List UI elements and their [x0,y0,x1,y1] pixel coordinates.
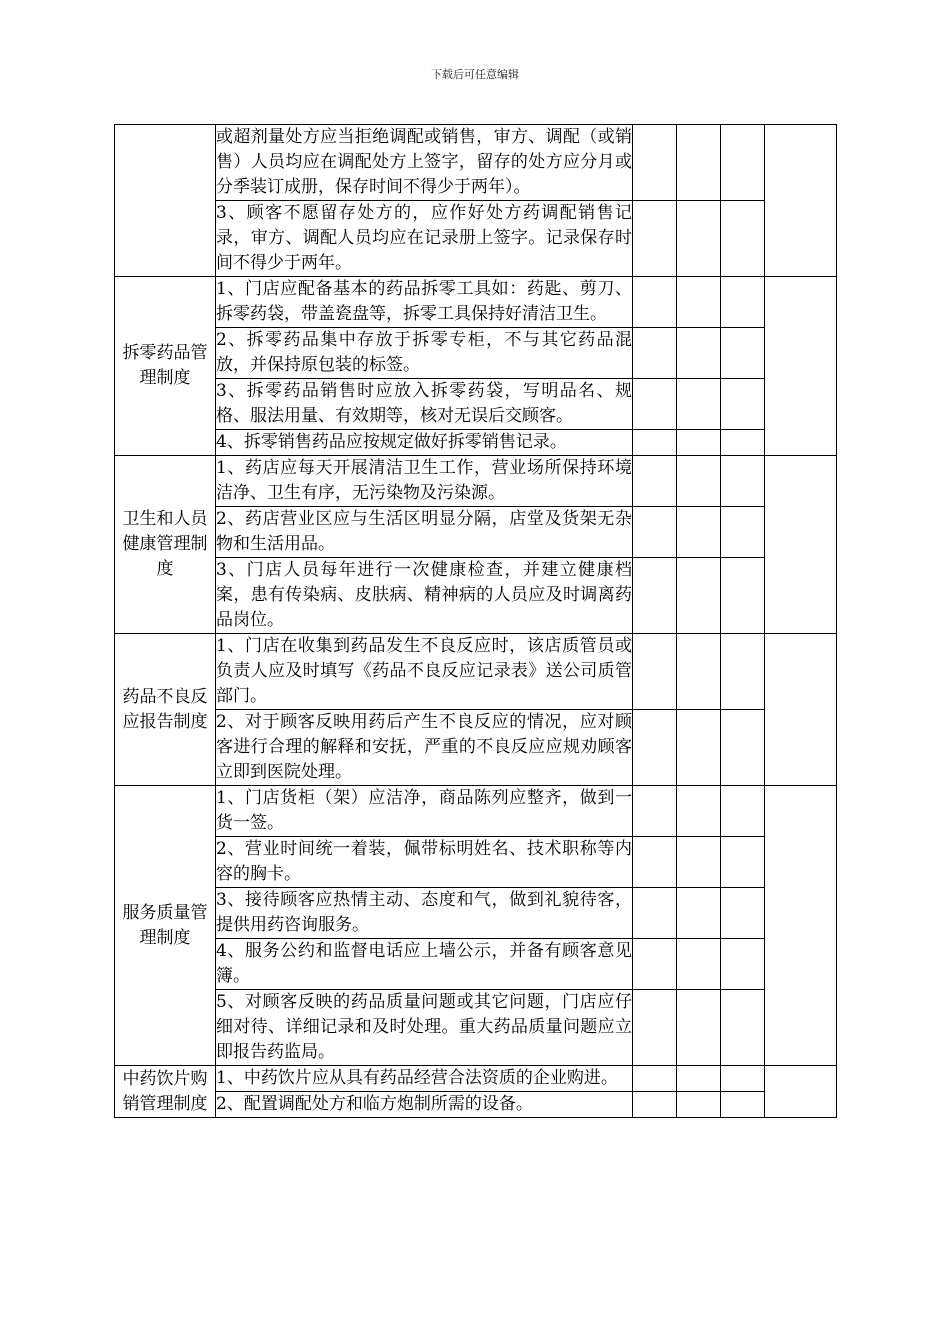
check-cell[interactable] [721,277,765,328]
requirement-text-cell: 4、拆零销售药品应按规定做好拆零销售记录。 [216,430,633,456]
check-cell[interactable] [677,939,721,990]
check-cell[interactable] [677,786,721,837]
requirement-text-cell: 5、对顾客反映的药品质量问题或其它问题，门店应仔细对待、详细记录和及时处理。重大药品质量问题应立即报告药监局。 [216,990,633,1066]
table-row [115,507,837,558]
check-cell[interactable] [633,125,677,201]
requirement-text-cell: 1、门店应配备基本的药品拆零工具如：药匙、剪刀、拆零药袋，带盖瓷盘等，拆零工具保持好清洁卫生。 [216,277,633,328]
requirement-text-cell: 1、门店在收集到药品发生不良反应时，该店质管员或负责人应及时填写《药品不良反应记录表》送公司质管部门。 [216,634,633,710]
check-cell[interactable] [633,558,677,634]
requirement-text-cell: 或超剂量处方应当拒绝调配或销售，审方、调配（或销售）人员均应在调配处方上签字，留存的处方应分月或分季装订成册，保存时间不得少于两年）。 [216,125,633,201]
table-row [115,201,837,277]
check-cell[interactable] [721,558,765,634]
category-cell: 卫生和人员健康管理制度 [115,456,216,634]
requirement-text-cell: 3、门店人员每年进行一次健康检查，并建立健康档案，患有传染病、皮肤病、精神病的人员应及时调离药品岗位。 [216,558,633,634]
check-cell[interactable] [677,201,721,277]
check-cell[interactable] [721,634,765,710]
check-cell[interactable] [677,328,721,379]
table-row [115,939,837,990]
requirement-text-cell: 2、药店营业区应与生活区明显分隔，店堂及货架无杂物和生活用品。 [216,507,633,558]
check-cell[interactable] [677,1092,721,1118]
check-cell[interactable] [677,837,721,888]
table-row [115,710,837,786]
check-cell[interactable] [721,201,765,277]
check-cell[interactable] [721,430,765,456]
requirement-text-cell: 2、拆零药品集中存放于拆零专柜，不与其它药品混放，并保持原包装的标签。 [216,328,633,379]
check-cell[interactable] [677,990,721,1066]
requirement-text-cell: 2、配置调配处方和临方炮制所需的设备。 [216,1092,633,1118]
requirement-text-cell: 4、服务公约和监督电话应上墙公示，并备有顾客意见簿。 [216,939,633,990]
check-cell[interactable] [721,507,765,558]
check-cell[interactable] [721,710,765,786]
check-cell[interactable] [721,456,765,507]
regulation-checklist-table [114,124,837,1118]
table-row [115,125,837,201]
check-cell[interactable] [633,786,677,837]
requirement-text-cell: 1、门店货柜（架）应洁净，商品陈列应整齐，做到一货一签。 [216,786,633,837]
category-cell: 药品不良反应报告制度 [115,634,216,786]
check-cell[interactable] [677,277,721,328]
check-cell[interactable] [721,328,765,379]
table-row [115,277,837,328]
check-cell[interactable] [677,507,721,558]
check-cell[interactable] [721,990,765,1066]
check-cell[interactable] [677,634,721,710]
requirement-text-cell: 1、中药饮片应从具有药品经营合法资质的企业购进。 [216,1066,633,1092]
table-row [115,456,837,507]
check-cell[interactable] [633,1092,677,1118]
requirement-text-cell: 3、接待顾客应热情主动、态度和气，做到礼貌待客，提供用药咨询服务。 [216,888,633,939]
check-cell[interactable] [633,710,677,786]
page-header-note: 下载后可任意编辑 [431,68,519,81]
check-cell[interactable] [677,888,721,939]
remarks-cell[interactable] [765,634,837,786]
remarks-cell[interactable] [765,786,837,1066]
remarks-cell[interactable] [765,456,837,634]
check-cell[interactable] [677,125,721,201]
check-cell[interactable] [633,379,677,430]
requirement-text-cell: 3、拆零药品销售时应放入拆零药袋，写明品名、规格、服法用量、有效期等，核对无误后交顾客。 [216,379,633,430]
remarks-cell[interactable] [765,277,837,456]
check-cell[interactable] [721,837,765,888]
check-cell[interactable] [677,710,721,786]
table-row [115,990,837,1066]
table-row [115,634,837,710]
check-cell[interactable] [633,634,677,710]
check-cell[interactable] [721,1092,765,1118]
check-cell[interactable] [633,328,677,379]
category-cell [115,125,216,277]
table-row [115,837,837,888]
check-cell[interactable] [633,939,677,990]
table-row [115,1066,837,1092]
category-cell: 中药饮片购销管理制度 [115,1066,216,1118]
check-cell[interactable] [677,430,721,456]
check-cell[interactable] [721,125,765,201]
regulation-table-body [115,125,837,1118]
check-cell[interactable] [633,277,677,328]
check-cell[interactable] [633,990,677,1066]
category-cell: 拆零药品管理制度 [115,277,216,456]
check-cell[interactable] [677,1066,721,1092]
requirement-text-cell: 2、营业时间统一着装，佩带标明姓名、技术职称等内容的胸卡。 [216,837,633,888]
table-row [115,888,837,939]
check-cell[interactable] [721,888,765,939]
check-cell[interactable] [721,786,765,837]
table-row [115,430,837,456]
check-cell[interactable] [721,1066,765,1092]
check-cell[interactable] [677,558,721,634]
check-cell[interactable] [633,456,677,507]
check-cell[interactable] [633,837,677,888]
check-cell[interactable] [633,201,677,277]
check-cell[interactable] [633,888,677,939]
check-cell[interactable] [721,379,765,430]
table-row [115,1092,837,1118]
check-cell[interactable] [633,430,677,456]
check-cell[interactable] [721,939,765,990]
requirement-text-cell: 2、对于顾客反映用药后产生不良反应的情况，应对顾客进行合理的解释和安抚，严重的不良反应应规劝顾客立即到医院处理。 [216,710,633,786]
table-row [115,379,837,430]
table-row [115,558,837,634]
check-cell[interactable] [677,379,721,430]
table-row [115,786,837,837]
remarks-cell[interactable] [765,1066,837,1118]
check-cell[interactable] [677,456,721,507]
category-cell: 服务质量管理制度 [115,786,216,1066]
remarks-cell[interactable] [765,125,837,277]
requirement-text-cell: 3、顾客不愿留存处方的，应作好处方药调配销售记录，审方、调配人员均应在记录册上签字。记录保存时间不得少于两年。 [216,201,633,277]
table-row [115,328,837,379]
check-cell[interactable] [633,1066,677,1092]
requirement-text-cell: 1、药店应每天开展清洁卫生工作，营业场所保持环境洁净、卫生有序，无污染物及污染源。 [216,456,633,507]
check-cell[interactable] [633,507,677,558]
